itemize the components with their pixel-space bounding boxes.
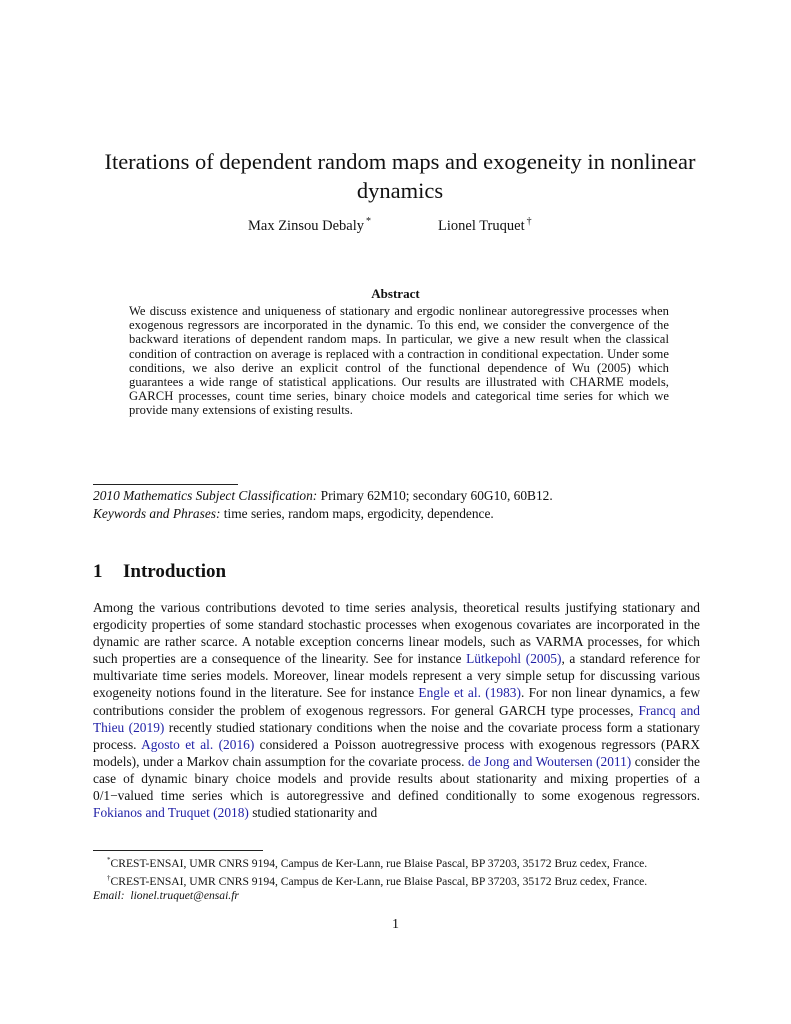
metadata-block [93,487,713,523]
footnote-text: CREST-ENSAI, UMR CNRS 9194, Campus de Ker-Lann, rue Blaise Pascal, BP 37203, 35172 Bruz cedex, France. [110,874,648,888]
email-address[interactable]: lionel.truquet@ensai.fr [130,888,239,902]
citation-link[interactable]: Lütkepohl [466,651,522,667]
citation-year[interactable]: (2019) [124,719,165,735]
classification-value: Primary 62M10; secondary 60G10, 60B12. [317,488,553,503]
keywords-value: time series, random maps, ergodicity, dependence. [220,506,494,521]
page-number: 1 [392,917,399,932]
section-number: 1 [93,561,103,582]
citation-year[interactable]: (2016) [213,736,255,752]
citation-link[interactable]: Francq and Thieu [93,702,700,735]
email-label: Email: [93,888,125,902]
footnote [93,871,705,889]
author-name: Max Zinsou Debaly [248,218,364,234]
divider [93,484,238,485]
citation-year[interactable]: (1983) [480,685,521,701]
author-footnote-mark[interactable]: † [526,216,532,227]
keywords-label: Keywords and Phrases: [93,506,221,521]
paper-title: Iterations of dependent random maps and exogeneity in nonlinear dynamics [104,149,696,203]
author [248,216,371,235]
author-name: Lionel Truquet [438,218,525,234]
footnote [93,853,705,871]
footnote-text: CREST-ENSAI, UMR CNRS 9194, Campus de Ker-Lann, rue Blaise Pascal, BP 37203, 35172 Bruz cedex, France. [110,856,648,870]
author-footnote-mark[interactable]: * [365,216,371,227]
citation-year[interactable]: (2011) [592,753,632,769]
intro-paragraph [93,599,700,821]
body-text: , a standard reference for multivariate time series models. Moreover, linear models represent a very simple setup for discussing various exogeneity notions found in the literature. See for instance [93,651,700,701]
citation-year[interactable]: (2018) [209,805,249,821]
classification-label: 2010 Mathematics Subject Classification: [93,488,318,503]
section-heading [93,561,226,583]
author [438,216,532,235]
footnote-divider [93,850,263,851]
body-text: studied stationarity and [248,805,378,821]
body-text: Among the various contributions devoted to time series analysis, theoretical results justifying stationary and ergodicity properties of some standard stochastic processes when exogenous covariates are incorporated in the dynamic are rather scarce. A notable exception concerns linear models, such as VARMA processes, for which such properties are a consequence of the linearity. See for instance [93,600,700,667]
section-title: Introduction [123,561,227,582]
citation-link[interactable]: de Jong and Woutersen [468,753,593,769]
citation-link[interactable]: Fokianos and Truquet [93,805,210,821]
footnote-mark: † [107,873,111,882]
body-text: consider the case of dynamic binary choice models and provide results about stationarity and mixing properties of a 0/1−valued time series which is autoregressive and defined conditionally to some exogenous regressors. [93,753,701,804]
subject-classification [93,487,713,505]
body-text: recently studied stationary conditions when the noise and the covariate process form a stationary process. [93,719,700,752]
email-line [93,889,705,903]
citation-link[interactable]: Agosto et al. [141,736,214,752]
footnote-mark: * [107,856,111,864]
abstract-text: We discuss existence and uniqueness of stationary and ergodic nonlinear autoregressive processes when exogenous regressors are incorporated in the dynamic. To this end, we consider the convergence of the backward iterations of dependent random maps. In particular, we give a new result when the classical condition of contraction on average is replaced with a contraction in conditional expectation. Under some conditions, we also derive an explicit control of the functional dependence of Wu (2005) which guarantees a wide range of statistical applications. Our results are illustrated with CHARME models, GARCH processes, count time series, binary choice models and categorical time series for which we provide many extensions of existing results. [129,304,669,418]
abstract-heading: Abstract [371,286,420,301]
body-text: . For non linear dynamics, a few contributions consider the problem of exogenous regressors. For general GARCH type processes, [93,685,700,718]
citation-link[interactable]: Engle et al. [418,685,481,701]
keywords [93,505,713,523]
footnotes [93,853,705,903]
citation-year[interactable]: (2005) [521,651,562,667]
body-text: considered a Poisson auotregressive process with exogenous regressors (PARX models), under a Markov chain assumption for the covariate process. [93,736,700,769]
